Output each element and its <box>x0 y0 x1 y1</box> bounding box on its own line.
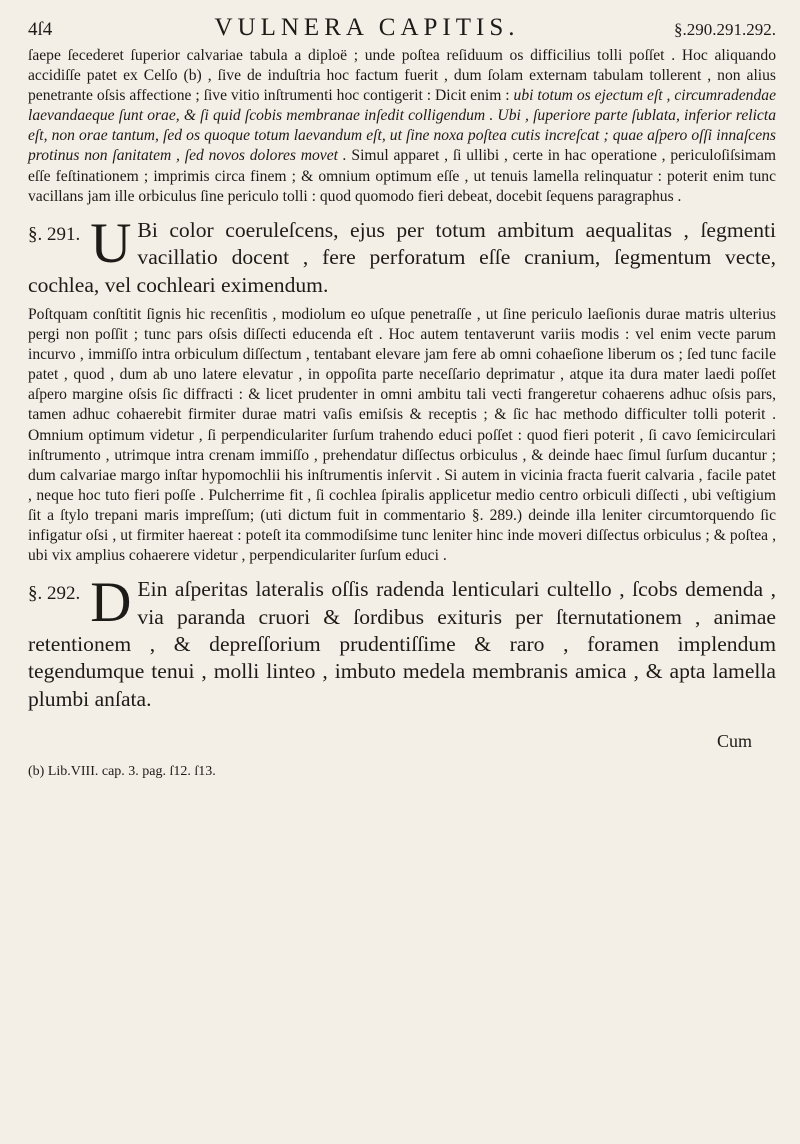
drop-cap-291: U <box>90 211 132 275</box>
section-number-292: §. 292. <box>28 583 81 605</box>
aphorism-291-text: Bi color coeruleſcens, ejus per totum ambitum aequalitas , ſegmenti vacillatio docent , fere perforatum eſſe cranium, ſegmentum vecte, cochlea, vel cochleari eximendum. <box>28 217 776 297</box>
running-header <box>28 14 776 44</box>
footnote: (b) Lib.VIII. cap. 3. pag. ſ12. ſ13. <box>28 764 216 780</box>
paragraph-290-text-1: ſaepe ſecederet ſuperior calvariae tabula a diploë ; unde poſtea reſiduum os difficilius tolli poſſet . Hoc aliquando accidiſſe patet ex Celſo (b) , ſive de induſtria hoc factum fuerit , dum ſolam externam tabulam tollerent , non alius penetrante oſsis affectione ; ſive vitio inſtrumenti hoc contigerit : Dicit enim : <box>28 47 776 105</box>
page-number: 4ſ4 <box>28 19 53 40</box>
running-title: VULNERA CAPITIS. <box>214 14 520 41</box>
commentary-291: Poſtquam conſtitit ſignis hic recenſitis , modiolum eo uſque penetraſſe , ut ſine periculo laeſionis durae matris ulterius pergi non poſſit ; tunc pars oſsis diſſecti educenda eſt . Hoc autem tentaverunt variis modis : vel enim vecte parum incurvo , immiſſo intra orbiculum diſſectum , tentabant elevare jam fere ab omni cohaeſione liberum os ; ſed tunc facile patet , quod , dum ab uno latere elevatur , in oppoſita parte neceſſario deprimatur , atque ita dura mater laedi poſſet aſpero margine oſsis ſic diffracti : & licet prudenter in omni ambitu tali vecti frangeretur cohaerens adhuc oſsis pars, tamen adhuc cohaerebit firmiter durae matri vaſis emiſsis & receptis ; & ſic hac methodo difficulter tolli poterit . Omnium optimum videtur , ſi perpendiculariter ſurſum trahendo educi poſſet : quod fieri poterit , ſi cavo ſemicirculari inſtrumento , utrimque intra crenam immiſſo , prehendatur diſſectus orbiculus , & deinde haec ſimul ſurſum ducantur ; dum calvariae margo inſtar hypomochlii his inſtrumentis inſervit . Si autem in vicinia fracta fuerit calvaria , facile patet , neque hoc tuto fieri poſſe . Pulcherrime fit , ſi cochlea ſpiralis applicetur medio centro orbiculi diſſecti , ubi veſtigium ſit a ſtylo trepani maris impreſſum; (uti dictum fuit in commentario §. 289.) deinde illa leniter circumtorquendo ſic infigatur oſsi , ut firmiter haereat : poteſt ita commodiſsime tunc leniter hinc inde moveri diſſectus orbiculus ; & poſtea , ubi vix amplius cohaerere videtur , perpendiculariter ſurſum educi . <box>28 305 776 565</box>
celsus-quotation: ubi totum os ejectum eſt , circumradendae laevandaeque ſunt orae, & ſi quid ſcobis membranae inſedit colligendum . Ubi , ſuperiore parte ſublata, inferior relicta eſt, non orae tantum, ſed os quoque totum laevandum eſt, ut ſine noxa poſtea cutis increſcat ; quae aſpero oſſi innaſcens protinus non ſanitatem , ſed novos dolores movet . <box>28 87 776 165</box>
drop-cap-292: D <box>90 571 132 635</box>
catchword: Cum <box>716 731 752 752</box>
paragraph-290-continuation <box>28 46 776 207</box>
book-page <box>28 14 776 1124</box>
section-number-291: §. 291. <box>28 223 81 245</box>
aphorism-292 <box>28 571 776 713</box>
aphorism-291 <box>28 211 776 299</box>
section-291 <box>28 211 776 566</box>
aphorism-292-text: Ein aſperitas lateralis oſſis radenda lenticulari cultello , ſcobs demenda , via paranda cruori & ſordibus exituris per ſternutationem , animae retentionem , & depreſſorium prudentiſſime & raro , foramen implendum tegendumque tenui , molli linteo , imbuto medela membranis amica , & apta lamella plumbi anſata. <box>28 577 776 711</box>
paragraph-290-text-2: Simul apparet , ſi ullibi , certe in hac operatione , periculoſiſsimam eſſe feſtinationem ; imprimis circa finem ; & omnium optimum eſſe , ut tenuis lamella relinquatur : poterit enim tunc vacillans jam ille orbiculus ſine periculo tolli : quod quomodo fieri debeat, docebit ſequens paragraphus . <box>28 147 777 205</box>
section-292 <box>28 571 776 713</box>
section-range: §.290.291.292. <box>674 20 776 39</box>
